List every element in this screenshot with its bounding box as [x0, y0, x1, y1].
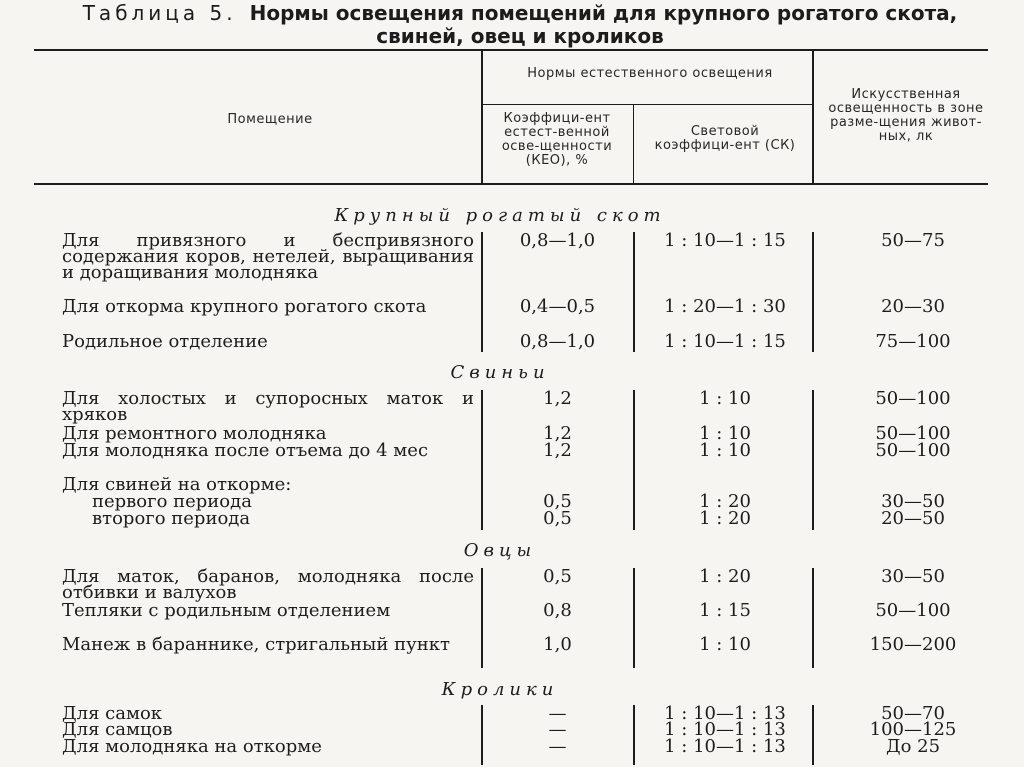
header-divider-2: [633, 105, 634, 183]
row-sk: 1 : 20: [699, 566, 751, 587]
row-lux: 50—100: [875, 600, 951, 621]
row-lux: 30—50: [881, 566, 945, 587]
row-keo: 0,5: [543, 566, 572, 587]
row-lux: 100—125: [869, 719, 957, 740]
section-heading-pigs: Свиньи: [450, 362, 550, 383]
row-keo: 0,8—1,0: [519, 230, 596, 251]
row-sk: 1 : 10: [699, 440, 751, 461]
row-name: второго периода: [92, 508, 251, 529]
row-lux: 50—70: [881, 703, 945, 724]
row-sk: 1 : 10—1 : 13: [664, 703, 786, 724]
row-lux: 50—100: [875, 423, 951, 444]
row-lux: 50—100: [875, 440, 951, 461]
row-lux: 20—30: [881, 296, 945, 317]
row-name: Тепляки с родильным отделением: [62, 600, 391, 621]
row-sk: 1 : 10—1 : 13: [664, 736, 786, 757]
row-sk: 1 : 10—1 : 13: [664, 719, 786, 740]
header-bottom-rule: [34, 183, 988, 185]
row-name: Родильное отделение: [62, 331, 268, 352]
row-name: Для самцов: [62, 719, 173, 740]
row-lux: 20—50: [881, 508, 945, 529]
header-top-rule: [34, 49, 988, 51]
column-header-sk: Световой коэффици-ент (СК): [654, 124, 796, 153]
row-lux: 30—50: [881, 491, 945, 512]
table-caption: Нормы освещения помещений для крупного рогатого скота, свиней, овец и кроликов: [249, 1, 958, 48]
header-divider-1: [481, 51, 483, 183]
row-sk: 1 : 20: [699, 508, 751, 529]
header-subgroup-rule: [482, 104, 812, 105]
row-name: Для маток, баранов, молодняка после отбивки и валухов: [62, 566, 474, 603]
row-sk: 1 : 10: [699, 388, 751, 409]
section-heading-rabbits: Кролики: [441, 679, 559, 700]
row-name: Для молодняка после отъема до 4 мес: [62, 440, 429, 461]
row-sk: 1 : 10—1 : 15: [664, 230, 786, 251]
row-name: Для холостых и супоросных маток и хряков: [62, 388, 474, 425]
row-sk: 1 : 15: [699, 600, 751, 621]
row-name: Для откорма крупного рогатого скота: [62, 296, 427, 317]
row-name: Манеж в бараннике, стригальный пункт: [62, 634, 450, 655]
row-lux: 150—200: [869, 634, 957, 655]
row-keo: 1,2: [543, 440, 572, 461]
row-keo: 0,4—0,5: [519, 296, 596, 317]
row-name: первого периода: [92, 491, 252, 512]
table-title: [60, 2, 980, 48]
row-sk: 1 : 10: [699, 634, 751, 655]
row-keo: 0,8: [543, 600, 572, 621]
section-heading-sheep: Овцы: [463, 540, 537, 561]
column-header-artificial: Искусственная освещенность в зоне разме-щения живот-ных, лк: [828, 87, 984, 144]
row-name: Для привязного и беспривязного содержания коров, нетелей, выращивания и доращивания молодняка: [62, 230, 474, 283]
row-lux: 75—100: [875, 331, 951, 352]
row-sk: 1 : 20: [699, 491, 751, 512]
row-keo: 0,5: [543, 508, 572, 529]
row-keo: 1,2: [543, 423, 572, 444]
row-keo: 0,5: [543, 491, 572, 512]
row-sk: 1 : 10: [699, 423, 751, 444]
row-keo: 0,8—1,0: [519, 331, 596, 352]
row-keo: —: [548, 703, 567, 724]
row-sk: 1 : 20—1 : 30: [664, 296, 786, 317]
row-keo: —: [548, 736, 567, 757]
row-sk: 1 : 10—1 : 15: [664, 331, 786, 352]
table-number: Таблица 5.: [82, 1, 237, 25]
row-keo: 1,2: [543, 388, 572, 409]
column-group-natural: Нормы естественного освещения: [527, 66, 773, 81]
column-header-keo: Коэффици-ент естест-венной осве-щенности (КЕО), %: [501, 111, 613, 168]
row-lux: До 25: [885, 736, 941, 757]
row-keo: —: [548, 719, 567, 740]
row-keo: 1,0: [543, 634, 572, 655]
header-divider-3: [812, 51, 814, 183]
row-name: Для молодняка на откорме: [62, 736, 322, 757]
row-name: Для ремонтного молодняка: [62, 423, 327, 444]
row-lux: 50—75: [881, 230, 945, 251]
row-lux: 50—100: [875, 388, 951, 409]
row-name: Для самок: [62, 703, 163, 724]
column-header-room: Помещение: [227, 112, 313, 127]
row-name: Для свиней на откорме:: [62, 474, 292, 495]
section-heading-cattle: Крупный рогатый скот: [334, 205, 666, 226]
